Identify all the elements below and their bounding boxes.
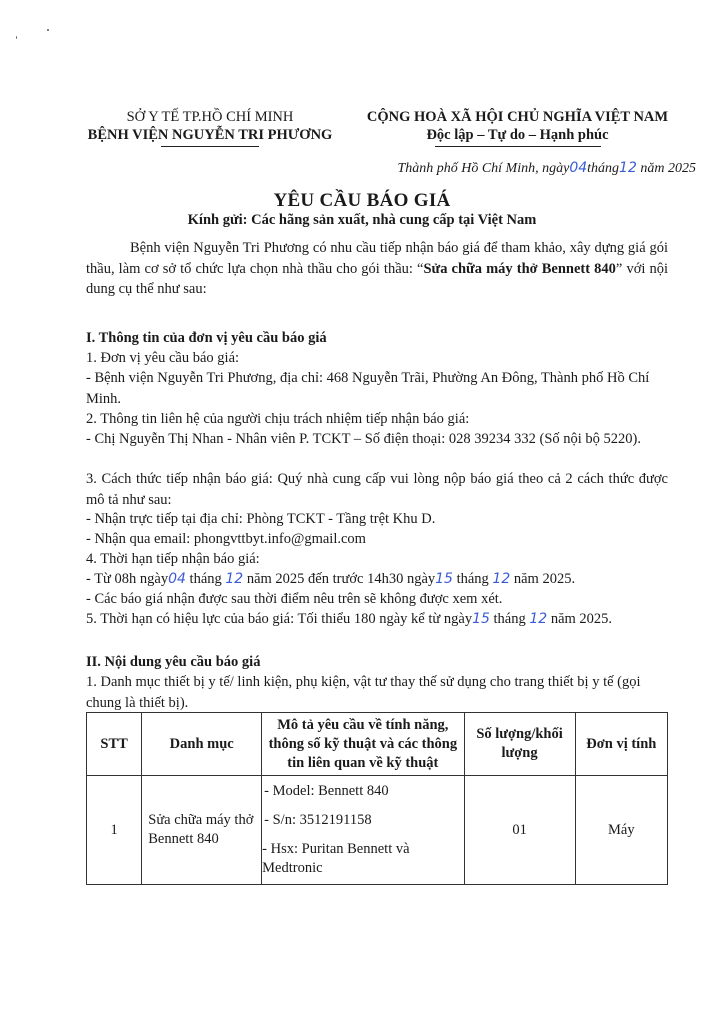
section-1-item-2-detail: - Chị Nguyễn Thị Nhan - Nhân viên P. TCKT – Số điện thoại: 028 39234 332 (Số nội bộ 5220). — [86, 431, 642, 447]
header-name: Danh mục — [142, 713, 262, 776]
section-1-item-3-label: 3. Cách thức tiếp nhận báo giá: Quý nhà cung cấp vui lòng nộp báo giá theo cả 2 cách thức được mô tả như sau: — [86, 471, 668, 508]
cell-quantity: 01 — [464, 776, 575, 885]
header-agency-block — [70, 108, 350, 147]
range-text: năm 2025. — [510, 571, 576, 587]
section-1-heading: I. Thông tin của đơn vị yêu cầu báo giá — [86, 330, 327, 346]
national-motto: Độc lập – Tự do – Hạnh phúc — [426, 127, 609, 143]
cell-stt: 1 — [87, 776, 142, 885]
document-title: YÊU CẦU BÁO GIÁ — [273, 190, 451, 211]
validity-text: tháng — [489, 611, 530, 627]
handwritten-start-day: 04 — [168, 571, 186, 587]
table-row — [87, 776, 668, 885]
desc-model: - Model: Bennett 840 — [264, 783, 389, 799]
handwritten-day: 04 — [569, 160, 588, 176]
date-year: năm 2025 — [640, 161, 696, 176]
country-name: CỘNG HOÀ XÃ HỘI CHỦ NGHĨA VIỆT NAM — [366, 109, 669, 125]
department-name: SỞ Y TẾ TP.HỒ CHÍ MINH — [126, 109, 294, 125]
handwritten-end-day: 15 — [435, 571, 453, 587]
document-date — [397, 160, 696, 177]
section-1-item-2-label: 2. Thông tin liên hệ của người chịu trách nhiệm tiếp nhận báo giá: — [86, 411, 470, 427]
cell-unit: Máy — [575, 776, 667, 885]
hospital-underline — [161, 146, 259, 147]
handwritten-month: 12 — [619, 160, 637, 176]
desc-manufacturer: - Hsx: Puritan Bennett và Medtronic — [262, 841, 410, 876]
package-name: Sửa chữa máy thở Bennett 840 — [423, 260, 616, 277]
intro-paragraph — [86, 238, 668, 300]
range-text: tháng — [185, 571, 226, 587]
date-prefix: Thành phố Hồ Chí Minh, ngày — [397, 161, 570, 176]
scan-speck — [47, 29, 49, 31]
motto-underline — [435, 146, 601, 147]
date-month-label: tháng — [587, 161, 620, 176]
hospital-name: BỆNH VIỆN NGUYỄN TRI PHƯƠNG — [87, 127, 333, 143]
scan-speck — [16, 36, 17, 39]
header-national-block — [345, 108, 690, 147]
cell-description — [262, 776, 464, 885]
cell-name: Sửa chữa máy thở Bennett 840 — [142, 776, 262, 885]
validity-text: năm 2025. — [547, 611, 613, 627]
intro-text: Bệnh viện Nguyễn Tri Phương có nhu cầu tiếp nhận báo giá để tham khảo, xây dựng giá gói thầu, làm cơ sở tổ chức lựa chọn nhà thầu cho gói thầu: “ — [86, 240, 668, 277]
section-1-item-1-label: 1. Đơn vị yêu cầu báo giá: — [86, 350, 240, 366]
equipment-table — [86, 712, 668, 885]
table-header-row — [87, 713, 668, 776]
section-1-item-3-email: - Nhận qua email: phongvttbyt.info@gmail.com — [86, 531, 366, 547]
handwritten-end-month: 12 — [492, 571, 511, 587]
handwritten-validity-month: 12 — [529, 611, 548, 627]
section-2-item-1-label: 1. Danh mục thiết bị y tế/ linh kiện, phụ kiện, vật tư thay thế sử dụng cho trang thiết bị y tế (gọi chung là thiết bị). — [86, 674, 641, 711]
range-text: năm 2025 đến trước 14h30 ngày — [243, 571, 436, 587]
header-stt: STT — [87, 713, 142, 776]
intro-text-end: ” với nội dung cụ thể như sau: — [86, 260, 669, 297]
section-1-item-4-range — [86, 569, 668, 589]
section-1-item-4-note: - Các báo giá nhận được sau thời điểm nêu trên sẽ không được xem xét. — [86, 591, 503, 607]
handwritten-start-month: 12 — [225, 571, 244, 587]
desc-serial: - S/n: 3512191158 — [264, 812, 372, 828]
section-1-item-5 — [86, 609, 668, 629]
handwritten-validity-day: 15 — [472, 611, 490, 627]
range-text: - Từ 08h ngày — [86, 571, 169, 587]
header-description: Mô tả yêu cầu về tính năng, thông số kỹ thuật và các thông tin liên quan về kỹ thuật — [262, 713, 464, 776]
header-quantity: Số lượng/khối lượng — [464, 713, 575, 776]
document-recipient: Kính gửi: Các hãng sản xuất, nhà cung cấp tại Việt Nam — [187, 212, 537, 228]
section-1-item-1-detail: - Bệnh viện Nguyễn Tri Phương, địa chỉ: 468 Nguyễn Trãi, Phường An Đông, Thành phố Hồ Chí Minh. — [86, 370, 650, 407]
section-2-heading: II. Nội dung yêu cầu báo giá — [86, 654, 261, 670]
range-text: tháng — [452, 571, 493, 587]
section-1-item-3-direct: - Nhận trực tiếp tại địa chỉ: Phòng TCKT - Tầng trệt Khu D. — [86, 511, 436, 527]
section-1-item-4-label: 4. Thời hạn tiếp nhận báo giá: — [86, 551, 260, 567]
validity-text: 5. Thời hạn có hiệu lực của báo giá: Tối thiểu 180 ngày kể từ ngày — [86, 611, 473, 627]
header-unit: Đơn vị tính — [575, 713, 667, 776]
